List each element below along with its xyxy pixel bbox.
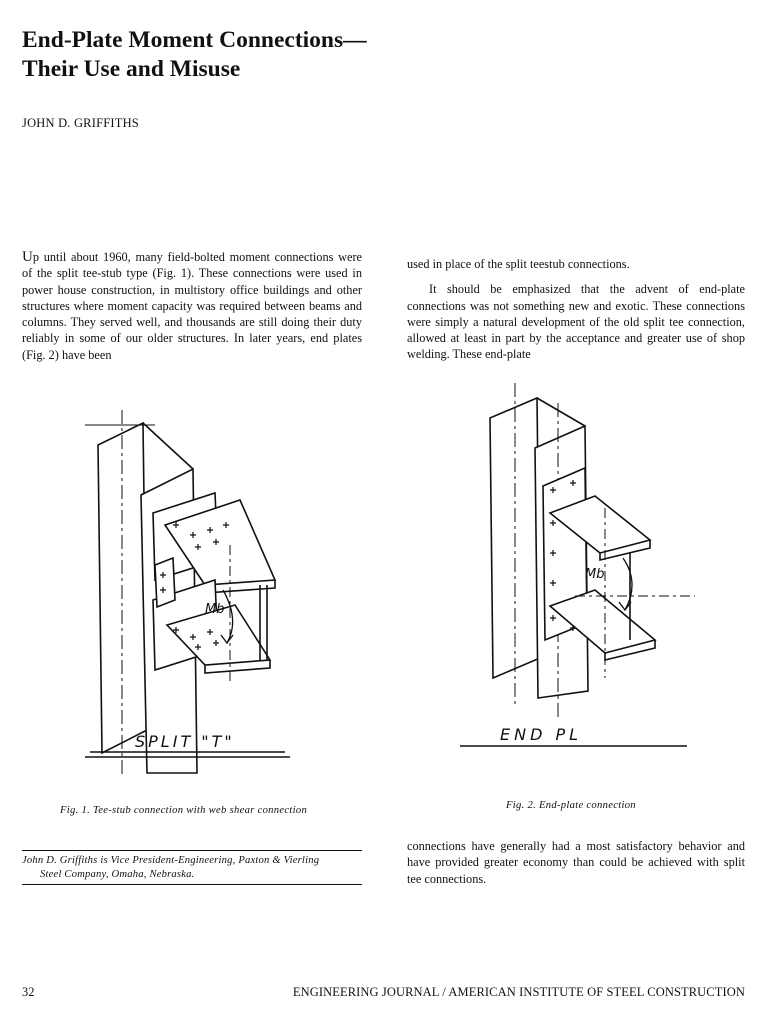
right-paragraph-1: used in place of the split teestub connections. — [407, 257, 630, 271]
title-line-1: End-Plate Moment Connections— — [22, 27, 367, 53]
footnote-line-2: Steel Company, Omaha, Nebraska. — [40, 868, 195, 880]
right-paragraph-2: It should be emphasized that the advent of end-plate connections was not something new and exotic. These connections were simply a natural development of the old split tee connection, allowed at least in part by the acceptance and greater use of shop welding. These end-plate — [407, 282, 745, 362]
drop-cap: U — [22, 249, 33, 265]
author-footnote — [22, 850, 362, 885]
fig1-moment-label: Mb — [205, 602, 225, 617]
title-line-2: Their Use and Misuse — [22, 56, 241, 82]
footnote-line-1: John D. Griffiths is Vice President-Engineering, Paxton & Vierling — [22, 855, 320, 866]
running-footer: ENGINEERING JOURNAL / AMERICAN INSTITUTE OF STEEL CONSTRUCTION — [292, 985, 745, 999]
page-number: 32 — [22, 985, 35, 999]
fig1-sketch-label: SPLIT "T" — [135, 732, 235, 751]
fig2-sketch-label: END PL — [500, 725, 583, 744]
fig2-moment-label: Mb — [585, 567, 605, 582]
figure-1-sketch — [55, 385, 315, 775]
author-name: JOHN D. GRIFFITHS — [22, 116, 139, 130]
left-paragraph-text: p until about 1960, many field-bolted moment connections were of the split tee-stub type (Fig. 1). These connections were used in power house construction, in multistory office buildings and other structures where moment capacity was required between beams and columns. They served well, and thousands are still doing their duty reliably in some of our older structures. In later years, end plates (Fig. 2) have been — [22, 250, 362, 362]
left-column — [22, 249, 362, 363]
figure-1-caption: Fig. 1. Tee-stub connection with web shear connection — [60, 805, 308, 816]
left-paragraph — [22, 249, 362, 363]
right-column — [407, 256, 745, 363]
figure-2-caption: Fig. 2. End-plate connection — [506, 800, 636, 811]
right-column-lower — [407, 838, 745, 887]
article-title — [22, 26, 442, 84]
figure-2-sketch — [455, 378, 695, 768]
right-paragraph-3: connections have generally had a most satisfactory behavior and have provided greater economy than could be achieved with split tee connections. — [407, 839, 745, 886]
